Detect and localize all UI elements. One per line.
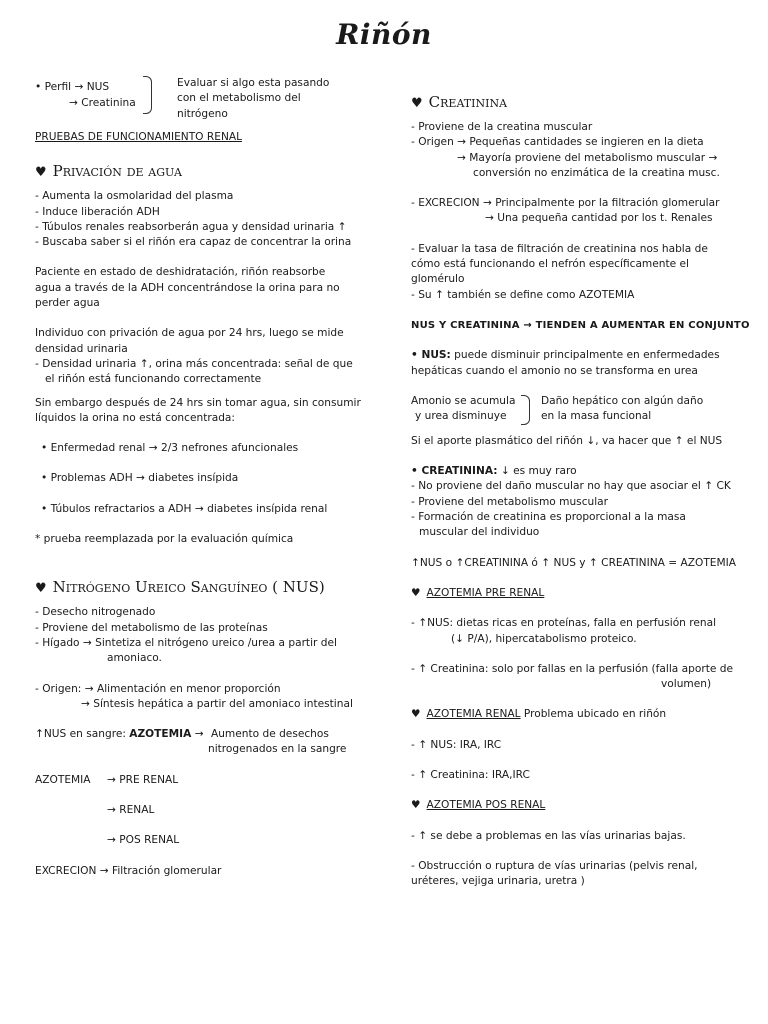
nus-sangre-result-1: Aumento de desechos <box>210 728 329 741</box>
pruebas-heading: PRUEBAS DE FUNCIONAMIENTO RENAL <box>35 131 243 143</box>
perfil-line-1: • Perfil → NUS <box>35 81 110 93</box>
aporte-line: Si el aporte plasmático del riñón ↓, va hacer que ↑ el NUS <box>411 434 723 447</box>
creatinina-evaluar: - Su ↑ también se define como AZOTEMIA <box>411 288 635 301</box>
nus-origen-1: - Origen: → Alimentación en menor proporción <box>35 682 281 695</box>
nus-sangre-arrow: → <box>191 728 207 741</box>
amonio-right-1: Daño hepático con algún daño <box>541 394 704 407</box>
creat-note-item: - Proviene del metabolismo muscular <box>411 495 609 508</box>
nus-note-line-2: hepáticas cuando el amonio no se transforma en urea <box>411 364 698 377</box>
privacion-footnote: * prueba reemplazada por la evaluación química <box>35 533 294 546</box>
nus-excrecion: EXCRECION → Filtración glomerular <box>35 864 222 877</box>
amonio-block <box>411 394 751 426</box>
privacion-para2-line: densidad urinaria <box>35 342 128 355</box>
nus-bullet: - Hígado → Sintetiza el nitrógeno ureico /urea a partir del <box>35 636 337 649</box>
heart-icon: ♥ <box>411 799 421 812</box>
creatinina-heading <box>411 92 751 114</box>
heart-icon: ♥ <box>35 165 47 181</box>
creat-note-item: muscular del individuo <box>419 526 540 539</box>
nus-heading <box>35 577 380 599</box>
perfil-block <box>35 76 380 124</box>
creatinina-evaluar: glomérulo <box>411 273 465 286</box>
amonio-left <box>411 394 531 425</box>
creatinina-excrecion-2: → Una pequeña cantidad por los t. Renales <box>485 212 713 225</box>
heart-icon: ♥ <box>411 96 423 111</box>
azotemia-label: AZOTEMIA <box>35 773 91 786</box>
nus-bullet: amoniaco. <box>107 652 162 665</box>
left-column <box>35 76 380 879</box>
azotemia-type: → POS RENAL <box>107 834 180 847</box>
creatinina-evaluar: - Evaluar la tasa de filtración de creatinina nos habla de <box>411 242 708 255</box>
privacion-bullet: - Induce liberación ADH <box>35 205 160 218</box>
nus-note-text: puede disminuir principalmente en enfermedades <box>450 349 720 362</box>
creat-note-item: - No proviene del daño muscular no hay que asociar el ↑ CK <box>411 480 731 493</box>
creatinina-evaluar: cómo está funcionando el nefrón específicamente el <box>411 258 689 271</box>
nus-bullet: - Desecho nitrogenado <box>35 606 156 619</box>
pre-renal-creat-1: - ↑ Creatinina: solo por fallas en la perfusión (falla aporte de <box>411 662 733 675</box>
privacion-bullet: - Aumenta la osmolaridad del plasma <box>35 190 234 203</box>
privacion-para1-line: perder agua <box>35 297 100 310</box>
nus-note-bold: • NUS: <box>411 349 451 362</box>
amonio-right-2: en la masa funcional <box>541 410 652 423</box>
privacion-heading-text: Privación de agua <box>52 162 182 181</box>
nus-bullet: - Proviene del metabolismo de las proteínas <box>35 621 268 634</box>
amonio-right <box>541 394 741 425</box>
pos-renal-title-line <box>411 798 751 813</box>
nus-origen-2: → Síntesis hepática a partir del amoniaco intestinal <box>81 697 353 710</box>
pos-renal-line-2: - Obstrucción o ruptura de vías urinarias (pelvis renal, <box>411 859 698 872</box>
azotemia-row <box>35 773 380 788</box>
conjunto-heading: NUS Y CREATININA → TIENDEN A AUMENTAR EN CONJUNTO <box>411 319 750 331</box>
creatinina-origen-sub-1: → Mayoría proviene del metabolismo muscular → <box>457 151 718 164</box>
heart-icon: ♥ <box>411 708 421 721</box>
pre-renal-nus-1: - ↑NUS: dietas ricas en proteínas, falla en perfusión renal <box>411 617 717 630</box>
privacion-bullet: - Buscaba saber si el riñón era capaz de concentrar la orina <box>35 236 352 249</box>
cause-item: • Enfermedad renal → 2/3 nefrones afuncionales <box>41 442 299 455</box>
privacion-para3-line: Sin embargo después de 24 hrs sin tomar agua, sin consumir <box>35 396 361 409</box>
creat-note-bold: • CREATININA: <box>411 465 498 478</box>
nus-sangre-result-2: nitrogenados en la sangre <box>208 743 347 756</box>
renal-title-line <box>411 707 751 722</box>
right-column <box>411 88 751 890</box>
privacion-para2-line: Individuo con privación de agua por 24 hrs, luego se mide <box>35 327 344 340</box>
pre-renal-title-line <box>411 586 751 601</box>
creatinina-line: - Origen → Pequeñas cantidades se ingieren en la dieta <box>411 136 704 149</box>
pos-renal-line-3: uréteres, vejiga urinaria, uretra ) <box>411 875 585 888</box>
creat-note-item: - Formación de creatinina es proporcional a la masa <box>411 511 686 524</box>
nus-sangre-azotemia: AZOTEMIA <box>129 728 192 741</box>
nus-sangre-line <box>35 727 380 742</box>
heart-icon: ♥ <box>411 586 421 599</box>
cause-item: • Túbulos refractarios a ADH → diabetes insípida renal <box>41 502 328 515</box>
renal-suffix: Problema ubicado en riñón <box>520 708 667 721</box>
pos-renal-title: AZOTEMIA POS RENAL <box>426 799 546 812</box>
pos-renal-line-1: - ↑ se debe a problemas en las vías urinarias bajas. <box>411 829 686 842</box>
azotemia-type: → RENAL <box>107 804 155 817</box>
creatinina-heading-text: Creatinina <box>428 93 508 111</box>
perfil-brace <box>143 76 152 114</box>
creat-note-text: ↓ es muy raro <box>497 465 577 478</box>
privacion-para1-line: agua a través de la ADH concentrándose la orina para no <box>35 281 340 294</box>
renal-creat: - ↑ Creatinina: IRA,IRC <box>411 769 530 782</box>
privacion-para1-line: Paciente en estado de deshidratación, riñón reabsorbe <box>35 266 326 279</box>
privacion-para2-line: - Densidad urinaria ↑, orina más concentrada: señal de que <box>35 357 353 370</box>
amonio-left-2: y urea disminuye <box>415 410 507 423</box>
nus-sangre-prefix: ↑NUS en sangre: <box>35 728 130 741</box>
renal-nus: - ↑ NUS: IRA, IRC <box>411 738 502 751</box>
creatinina-excrecion-1: - EXCRECION → Principalmente por la filtración glomerular <box>411 197 720 210</box>
perfil-note: Evaluar si algo esta pasando con el metabolismo del nitrógeno <box>177 77 330 120</box>
privacion-para3-line: líquidos la orina no está concentrada: <box>35 411 235 424</box>
heart-icon: ♥ <box>35 581 47 597</box>
page-title: Riñón <box>336 18 432 51</box>
cause-item: • Problemas ADH → diabetes insípida <box>41 472 239 485</box>
azotemia-type: → PRE RENAL <box>107 773 179 786</box>
pre-renal-creat-2: volumen) <box>661 678 712 691</box>
renal-title: AZOTEMIA RENAL <box>426 708 521 721</box>
creat-note-line <box>411 464 751 479</box>
pre-renal-nus-2: (↓ P/A), hipercatabolismo proteico. <box>451 632 637 645</box>
pre-renal-title: AZOTEMIA PRE RENAL <box>426 586 545 599</box>
creatinina-origen-sub-2: conversión no enzimática de la creatina musc. <box>473 166 720 179</box>
creatinina-line: - Proviene de la creatina muscular <box>411 121 593 133</box>
azotemia-formula: ↑NUS o ↑CREATININA ó ↑ NUS y ↑ CREATININA = AZOTEMIA <box>411 556 736 569</box>
amonio-brace <box>521 395 530 425</box>
nus-note-line <box>411 348 751 363</box>
privacion-bullet: - Túbulos renales reabsorberán agua y densidad urinaria ↑ <box>35 220 347 233</box>
perfil-line-2: → Creatinina <box>69 97 136 109</box>
privacion-para2-line: el riñón está funcionando correctamente <box>45 373 262 386</box>
nus-heading-text: Nitrógeno Ureico Sanguíneo ( NUS) <box>52 578 325 597</box>
amonio-left-1: Amonio se acumula <box>411 394 516 407</box>
privacion-heading <box>35 161 380 183</box>
